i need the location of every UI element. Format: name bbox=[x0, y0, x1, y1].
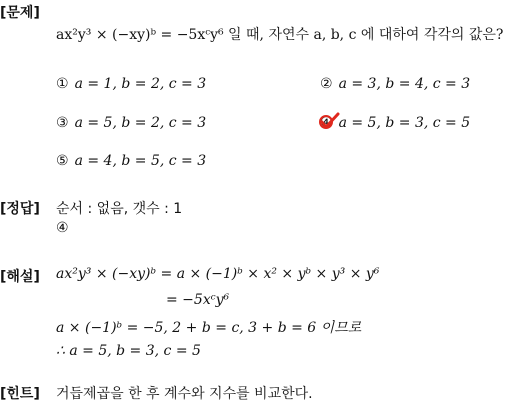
option-2-number: ② bbox=[320, 76, 333, 92]
option-4-text: a = 5, b = 3, c = 5 bbox=[338, 115, 471, 131]
question-text: ax²y³ × (−xy)ᵇ = −5xᶜy⁶ 일 때, 자연수 a, b, c 에 대하여 각각의 값은? bbox=[56, 27, 504, 43]
option-5-number: ⑤ bbox=[56, 153, 69, 169]
option-1[interactable] bbox=[56, 76, 206, 92]
answer-label: [정답] bbox=[0, 201, 40, 217]
explanation-line-1: ax²y³ × (−xy)ᵇ = a × (−1)ᵇ × x² × yᵇ × y³ × y⁶ bbox=[56, 266, 380, 282]
explanation-line-3: a × (−1)ᵇ = −5, 2 + b = c, 3 + b = 6 이므로 bbox=[56, 320, 362, 336]
answer-choice: ④ bbox=[56, 220, 69, 236]
hint-text: 거듭제곱을 한 후 계수와 지수를 비교한다. bbox=[56, 386, 313, 402]
option-5[interactable] bbox=[56, 153, 206, 169]
explanation-label: [해설] bbox=[0, 269, 40, 285]
problem-label: [문제] bbox=[0, 5, 40, 21]
answer-info: 순서 : 없음, 갯수 : 1 bbox=[56, 201, 183, 217]
option-1-text: a = 1, b = 2, c = 3 bbox=[74, 76, 207, 92]
hint-label: [힌트] bbox=[0, 386, 40, 402]
option-3[interactable] bbox=[56, 115, 206, 131]
option-2-text: a = 3, b = 4, c = 3 bbox=[338, 76, 471, 92]
option-3-number: ③ bbox=[56, 115, 69, 131]
option-3-text: a = 5, b = 2, c = 3 bbox=[74, 115, 207, 131]
option-4[interactable] bbox=[320, 115, 470, 131]
option-2[interactable] bbox=[320, 76, 470, 92]
explanation-line-4: ∴ a = 5, b = 3, c = 5 bbox=[56, 343, 201, 359]
option-4-number: ④ bbox=[320, 115, 333, 131]
explanation-line-2: = −5xᶜy⁶ bbox=[166, 292, 230, 308]
option-5-text: a = 4, b = 5, c = 3 bbox=[74, 153, 207, 169]
option-1-number: ① bbox=[56, 76, 69, 92]
checkmark-icon bbox=[318, 112, 340, 130]
